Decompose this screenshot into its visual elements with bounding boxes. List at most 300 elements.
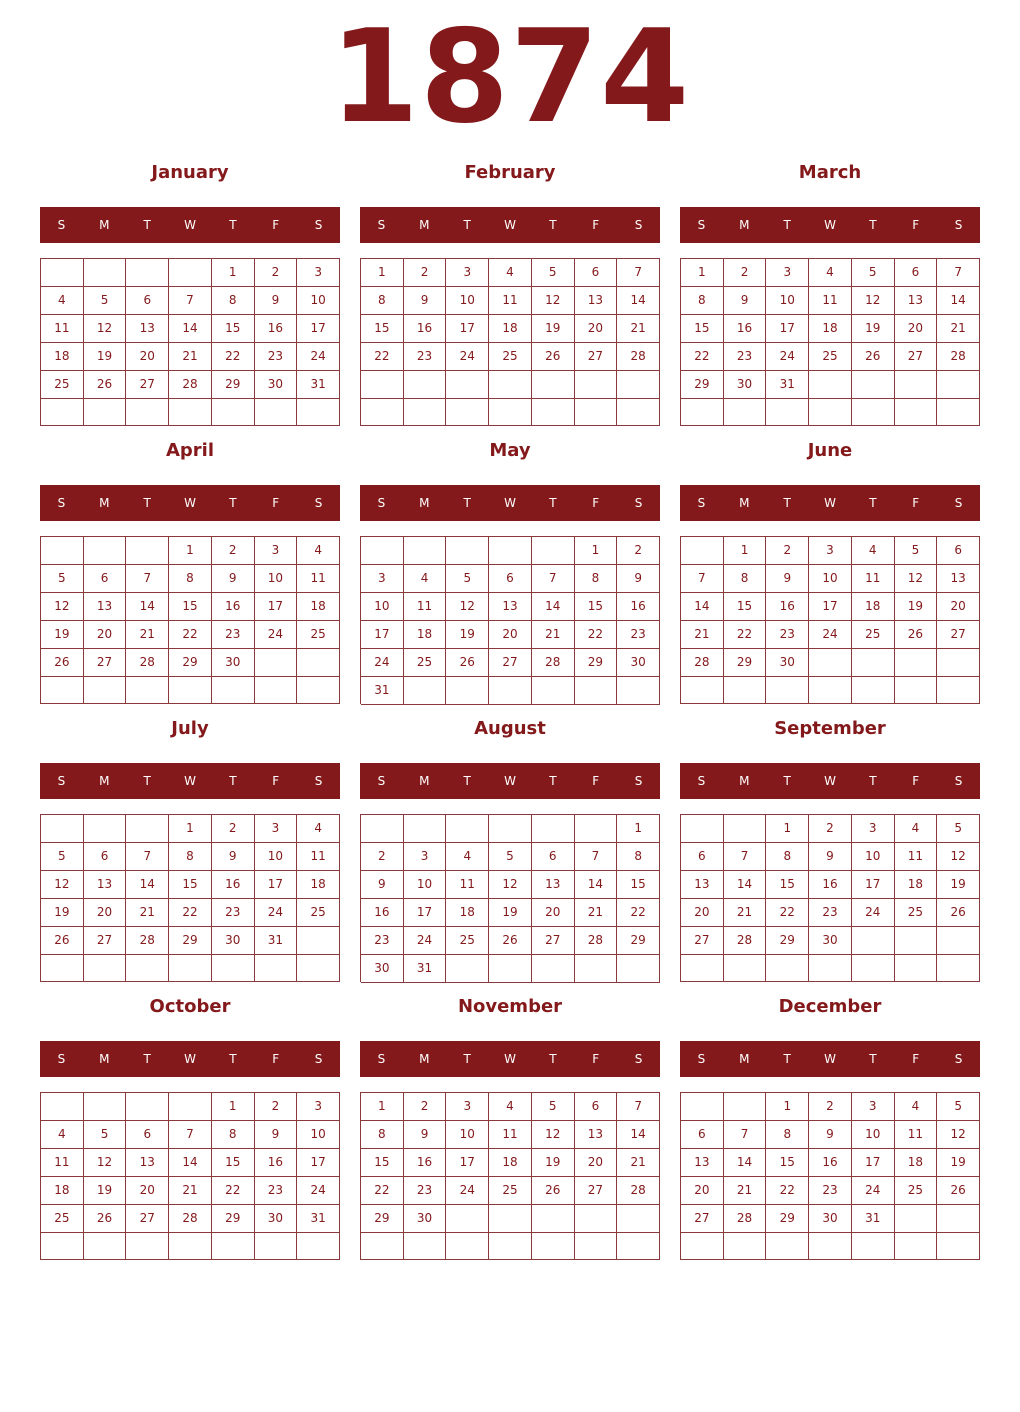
day-cell: 25 [489,1177,532,1205]
weekday-label: T [783,496,791,510]
day-cell: 19 [532,1149,575,1177]
day-cell: 2 [361,843,404,871]
empty-cell [126,259,169,287]
day-cell: 12 [84,315,127,343]
weekday-label: F [912,218,920,232]
empty-cell [617,399,660,427]
day-cell: 5 [532,259,575,287]
weekday-label: M [739,218,750,232]
weekday-label: T [549,496,557,510]
day-cell: 26 [446,649,489,677]
day-cell: 4 [297,537,340,565]
day-cell: 10 [809,565,852,593]
weekday-label: F [272,218,280,232]
month-february [360,156,660,426]
empty-cell [766,677,809,704]
empty-cell [937,371,980,399]
empty-cell [446,677,489,705]
day-cell: 8 [575,565,618,593]
month-march [680,156,980,426]
day-cell: 10 [255,565,298,593]
empty-cell [937,677,980,704]
empty-cell [404,537,447,565]
day-cell: 12 [489,871,532,899]
empty-cell [937,1205,980,1233]
day-cell: 29 [212,1205,255,1233]
day-cell: 28 [681,649,724,677]
day-cell: 8 [766,843,809,871]
month-january [40,156,340,426]
day-cell: 23 [766,621,809,649]
day-cell: 31 [852,1205,895,1233]
day-cell: 9 [404,287,447,315]
day-cell: 28 [169,371,212,399]
weekday-label: T [143,496,151,510]
day-cell: 4 [41,1121,84,1149]
day-cell: 13 [575,1121,618,1149]
weekday-label: S [57,1052,66,1066]
day-cell: 17 [852,1149,895,1177]
day-cell: 9 [809,843,852,871]
day-cell: 11 [41,315,84,343]
day-cell: 14 [169,315,212,343]
day-cell: 7 [681,565,724,593]
day-cell: 14 [169,1149,212,1177]
day-cell: 8 [681,287,724,315]
day-cell: 10 [766,287,809,315]
empty-cell [212,677,255,704]
day-cell: 15 [724,593,767,621]
day-cell: 4 [895,1093,938,1121]
empty-cell [489,371,532,399]
weekday-header [360,207,660,243]
day-cell: 23 [724,343,767,371]
day-cell: 2 [255,259,298,287]
empty-cell [84,259,127,287]
day-cell: 4 [489,1093,532,1121]
day-cell: 15 [169,871,212,899]
day-cell: 17 [809,593,852,621]
weekday-label: S [634,1052,643,1066]
day-cell: 12 [446,593,489,621]
weekday-label: T [143,1052,151,1066]
day-cell: 7 [724,843,767,871]
day-cell: 8 [617,843,660,871]
month-october [40,990,340,1260]
empty-cell [681,399,724,426]
day-cell: 14 [681,593,724,621]
day-cell: 5 [446,565,489,593]
month-name: June [807,440,853,461]
weekday-label: S [57,774,66,788]
day-cell: 6 [895,259,938,287]
day-cell: 9 [361,871,404,899]
day-cell: 9 [255,1121,298,1149]
day-cell: 5 [84,287,127,315]
weekday-label: W [824,774,836,788]
empty-cell [446,399,489,427]
weekday-label: M [419,496,430,510]
day-cell: 11 [895,843,938,871]
weekday-label: S [697,1052,706,1066]
weekday-header [680,1041,980,1077]
day-cell: 10 [446,1121,489,1149]
weekday-label: S [634,774,643,788]
empty-cell [852,927,895,955]
day-cell: 21 [169,1177,212,1205]
empty-cell [895,399,938,426]
day-cell: 13 [575,287,618,315]
day-cell: 1 [766,815,809,843]
day-cell: 7 [937,259,980,287]
day-cell: 26 [84,1205,127,1233]
day-cell: 2 [404,1093,447,1121]
day-cell: 21 [126,621,169,649]
day-grid [680,1092,980,1260]
weekday-label: S [314,218,323,232]
day-cell: 18 [895,1149,938,1177]
day-cell: 18 [895,871,938,899]
weekday-label: F [912,774,920,788]
day-cell: 24 [766,343,809,371]
empty-cell [212,1233,255,1260]
weekday-header [680,763,980,799]
empty-cell [617,955,660,983]
empty-cell [126,677,169,704]
weekday-label: S [314,496,323,510]
empty-cell [212,399,255,426]
day-cell: 11 [895,1121,938,1149]
day-cell: 18 [297,871,340,899]
day-cell: 21 [126,899,169,927]
day-cell: 20 [575,1149,618,1177]
day-cell: 26 [41,649,84,677]
day-cell: 19 [532,315,575,343]
day-cell: 1 [575,537,618,565]
day-cell: 26 [532,343,575,371]
day-cell: 19 [84,1177,127,1205]
day-cell: 31 [297,371,340,399]
day-cell: 25 [895,1177,938,1205]
day-cell: 10 [255,843,298,871]
day-cell: 12 [937,843,980,871]
empty-cell [937,927,980,955]
day-cell: 29 [766,1205,809,1233]
weekday-label: S [954,496,963,510]
day-cell: 14 [617,1121,660,1149]
empty-cell [724,955,767,982]
day-cell: 15 [212,315,255,343]
day-cell: 31 [297,1205,340,1233]
empty-cell [895,927,938,955]
empty-cell [937,1233,980,1260]
day-cell: 25 [809,343,852,371]
day-cell: 4 [895,815,938,843]
empty-cell [404,399,447,427]
empty-cell [617,371,660,399]
day-cell: 10 [361,593,404,621]
empty-cell [169,399,212,426]
day-cell: 18 [41,1177,84,1205]
month-april [40,434,340,704]
day-cell: 25 [297,621,340,649]
day-cell: 24 [446,1177,489,1205]
day-cell: 3 [446,259,489,287]
day-cell: 26 [895,621,938,649]
day-cell: 27 [575,1177,618,1205]
day-cell: 4 [852,537,895,565]
empty-cell [84,1093,127,1121]
day-cell: 5 [41,843,84,871]
weekday-label: F [592,218,600,232]
day-cell: 29 [766,927,809,955]
empty-cell [532,371,575,399]
day-cell: 3 [255,815,298,843]
weekday-label: S [954,774,963,788]
day-cell: 26 [937,1177,980,1205]
day-cell: 27 [84,927,127,955]
day-cell: 12 [41,593,84,621]
empty-cell [255,649,298,677]
day-cell: 22 [766,1177,809,1205]
weekday-header [40,485,340,521]
day-cell: 16 [809,871,852,899]
day-cell: 2 [212,815,255,843]
day-cell: 24 [852,899,895,927]
weekday-label: S [634,218,643,232]
month-name: January [151,162,229,183]
month-december [680,990,980,1260]
day-cell: 9 [809,1121,852,1149]
day-cell: 6 [575,259,618,287]
day-cell: 12 [852,287,895,315]
weekday-label: W [504,1052,516,1066]
day-cell: 3 [766,259,809,287]
day-cell: 16 [404,1149,447,1177]
empty-cell [852,399,895,426]
day-cell: 22 [681,343,724,371]
weekday-label: W [504,774,516,788]
weekday-label: S [377,218,386,232]
empty-cell [297,649,340,677]
empty-cell [84,815,127,843]
weekday-header [40,207,340,243]
day-cell: 11 [41,1149,84,1177]
day-cell: 25 [489,343,532,371]
day-cell: 19 [852,315,895,343]
day-cell: 20 [489,621,532,649]
day-cell: 24 [297,343,340,371]
day-cell: 22 [724,621,767,649]
day-cell: 13 [84,871,127,899]
day-cell: 25 [852,621,895,649]
month-name: February [464,162,556,183]
day-cell: 29 [212,371,255,399]
day-cell: 17 [446,315,489,343]
empty-cell [404,1233,447,1260]
day-cell: 18 [489,1149,532,1177]
empty-cell [575,815,618,843]
empty-cell [446,1205,489,1233]
empty-cell [297,1233,340,1260]
day-cell: 26 [84,371,127,399]
weekday-label: F [912,496,920,510]
day-cell: 19 [446,621,489,649]
day-cell: 28 [617,1177,660,1205]
weekday-label: F [592,496,600,510]
day-cell: 15 [766,871,809,899]
day-cell: 4 [41,287,84,315]
month-name: April [165,440,215,461]
day-cell: 28 [126,649,169,677]
day-cell: 24 [446,343,489,371]
day-cell: 15 [681,315,724,343]
day-cell: 5 [41,565,84,593]
weekday-label: W [504,496,516,510]
empty-cell [809,399,852,426]
empty-cell [724,399,767,426]
day-cell: 10 [852,1121,895,1149]
day-cell: 5 [84,1121,127,1149]
empty-cell [575,371,618,399]
day-cell: 22 [361,1177,404,1205]
empty-cell [575,1205,618,1233]
empty-cell [681,1233,724,1260]
empty-cell [297,927,340,955]
weekday-label: W [184,218,196,232]
day-cell: 21 [724,1177,767,1205]
weekday-label: S [697,774,706,788]
empty-cell [84,399,127,426]
day-cell: 19 [489,899,532,927]
day-cell: 7 [617,1093,660,1121]
empty-cell [532,815,575,843]
weekday-header [680,485,980,521]
day-grid [360,536,660,704]
day-cell: 20 [895,315,938,343]
empty-cell [937,955,980,982]
day-cell: 2 [255,1093,298,1121]
day-cell: 27 [126,1205,169,1233]
day-cell: 11 [489,287,532,315]
weekday-label: F [592,1052,600,1066]
empty-cell [809,955,852,982]
empty-cell [489,1205,532,1233]
day-cell: 16 [766,593,809,621]
empty-cell [895,1205,938,1233]
weekday-label: S [954,1052,963,1066]
day-cell: 10 [446,287,489,315]
empty-cell [361,399,404,427]
empty-cell [489,1233,532,1260]
day-cell: 25 [895,899,938,927]
empty-cell [724,1093,767,1121]
day-cell: 6 [489,565,532,593]
weekday-label: W [504,218,516,232]
day-cell: 4 [446,843,489,871]
empty-cell [681,955,724,982]
day-cell: 17 [404,899,447,927]
month-name: October [149,996,231,1017]
day-cell: 21 [724,899,767,927]
weekday-label: T [869,774,877,788]
day-cell: 21 [937,315,980,343]
day-cell: 6 [84,565,127,593]
day-cell: 17 [297,1149,340,1177]
empty-cell [895,677,938,704]
year-title: 1874 [329,3,691,152]
empty-cell [766,399,809,426]
weekday-label: M [99,774,110,788]
day-cell: 2 [617,537,660,565]
weekday-label: S [314,774,323,788]
day-cell: 17 [766,315,809,343]
empty-cell [937,399,980,426]
day-cell: 22 [766,899,809,927]
day-cell: 19 [41,899,84,927]
day-cell: 31 [404,955,447,983]
empty-cell [809,371,852,399]
day-cell: 17 [297,315,340,343]
day-cell: 2 [766,537,809,565]
weekday-label: S [377,774,386,788]
day-cell: 27 [575,343,618,371]
empty-cell [255,1233,298,1260]
day-cell: 1 [361,1093,404,1121]
month-name: September [774,718,886,739]
weekday-header [40,763,340,799]
weekday-label: W [184,774,196,788]
day-cell: 13 [937,565,980,593]
day-cell: 12 [41,871,84,899]
empty-cell [617,677,660,705]
day-cell: 25 [297,899,340,927]
day-cell: 30 [212,649,255,677]
day-cell: 27 [84,649,127,677]
day-cell: 6 [532,843,575,871]
day-cell: 22 [617,899,660,927]
day-cell: 15 [766,1149,809,1177]
day-cell: 21 [617,315,660,343]
day-cell: 18 [446,899,489,927]
day-cell: 13 [126,315,169,343]
day-cell: 11 [404,593,447,621]
weekday-label: M [419,1052,430,1066]
day-cell: 29 [169,927,212,955]
day-cell: 29 [169,649,212,677]
day-cell: 9 [212,843,255,871]
empty-cell [41,815,84,843]
day-cell: 17 [255,871,298,899]
day-cell: 3 [297,1093,340,1121]
day-cell: 29 [724,649,767,677]
day-cell: 5 [895,537,938,565]
day-cell: 16 [255,1149,298,1177]
day-cell: 7 [617,259,660,287]
day-cell: 6 [575,1093,618,1121]
day-cell: 7 [532,565,575,593]
weekday-label: T [783,1052,791,1066]
day-cell: 23 [212,621,255,649]
day-cell: 8 [361,1121,404,1149]
day-cell: 9 [255,287,298,315]
day-cell: 22 [361,343,404,371]
empty-cell [895,649,938,677]
weekday-label: T [463,496,471,510]
empty-cell [532,677,575,705]
weekday-header [40,1041,340,1077]
day-cell: 6 [937,537,980,565]
